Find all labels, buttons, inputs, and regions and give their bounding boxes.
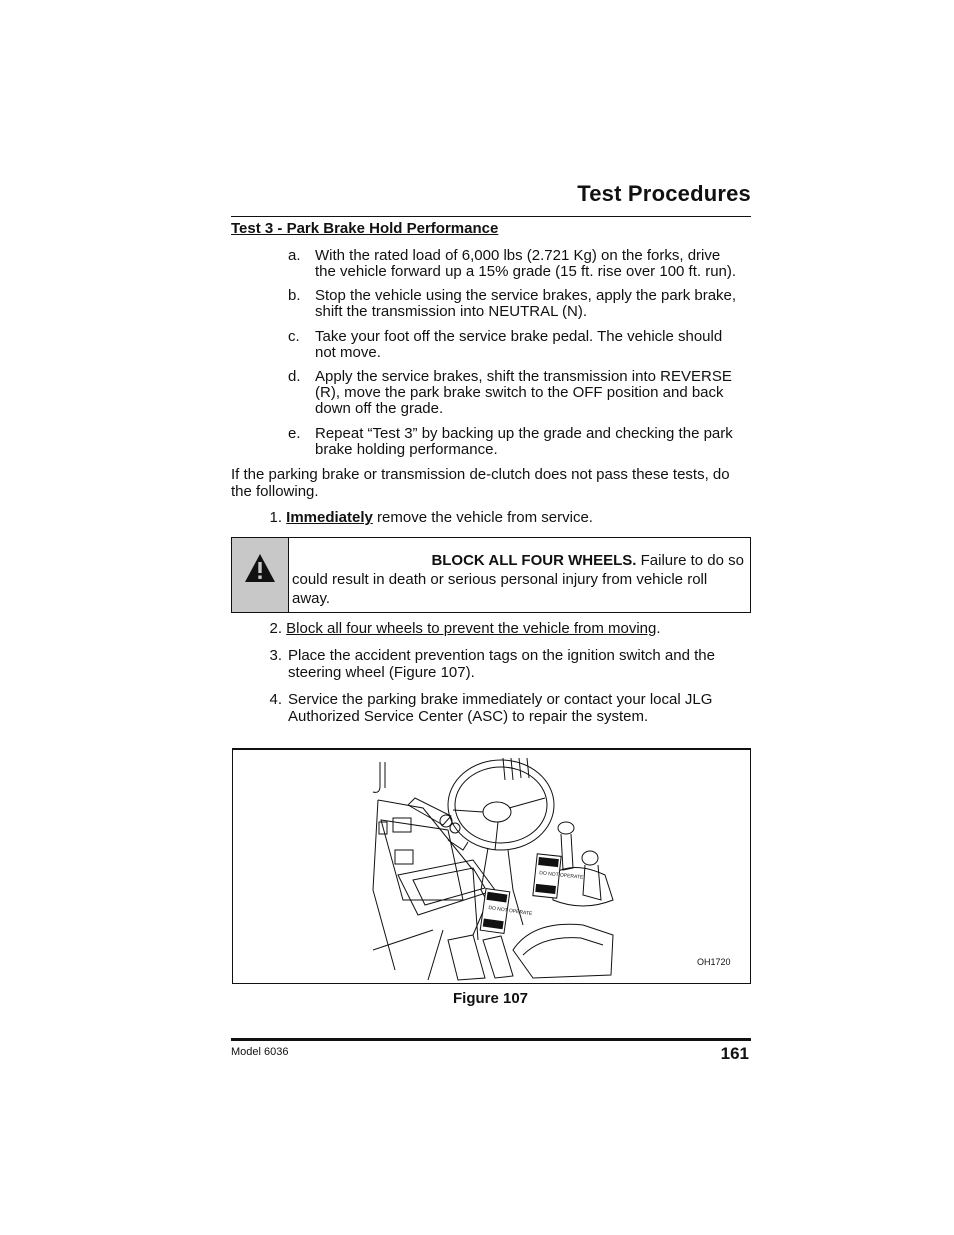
warning-text [292, 551, 744, 608]
warning-line: could result in death or serious personal injury from vehicle roll [292, 571, 708, 588]
warning-box [231, 537, 751, 613]
item-text [288, 647, 742, 681]
step-letter: c. [288, 328, 300, 345]
item-line: steering wheel (Figure 107). [288, 664, 475, 681]
warning-triangle-icon [232, 538, 288, 612]
item-number: 3. [269, 647, 282, 664]
intro-line: the following. [231, 483, 319, 500]
item-text: Block all four wheels to prevent the vehicle from moving [286, 620, 657, 637]
step-line: With the rated load of 6,000 lbs (2.721 Kg) on the forks, drive [315, 247, 721, 264]
item-number: 1. [269, 509, 282, 526]
figure-code: OH1720 [697, 957, 731, 967]
warning-bold: BLOCK ALL FOUR WHEELS. [431, 552, 637, 569]
step-line: Stop the vehicle using the service brakes, apply the park brake, [315, 287, 737, 304]
item-4 [262, 691, 742, 725]
item-1 [262, 510, 732, 526]
item-text: remove the vehicle from service. [372, 509, 593, 526]
steering-tag-icon [533, 854, 584, 898]
step-text [315, 329, 755, 361]
step-line: not move. [315, 344, 381, 361]
cab-illustration [233, 750, 750, 981]
warning-text-line: Failure to do so [636, 552, 744, 569]
item-line: Place the accident prevention tags on the ignition switch and the [288, 647, 715, 664]
figure-caption: Figure 107 [452, 990, 529, 1007]
item-number: 2. [269, 620, 282, 637]
step-line: Repeat “Test 3” by backing up the grade and checking the park [315, 425, 733, 442]
step-letter: a. [288, 247, 301, 264]
footer-rule [231, 1038, 751, 1041]
item-number: 4. [269, 691, 282, 708]
item-emphasis: Immediately [286, 509, 373, 526]
step-line: shift the transmission into NEUTRAL (N). [315, 303, 588, 320]
step-letter: d. [288, 368, 301, 385]
step-line: (R), move the park brake switch to the OFF position and back [315, 384, 724, 401]
step-letter: e. [288, 425, 301, 442]
svg-text:DO NOT OPERATE: DO NOT OPERATE [487, 905, 533, 918]
section-heading: Test 3 - Park Brake Hold Performance [231, 220, 499, 237]
footer-model: Model 6036 [231, 1046, 289, 1058]
step-text [315, 369, 755, 417]
page-title: Test Procedures [577, 181, 751, 206]
step-letter: b. [288, 287, 301, 304]
step-text [315, 426, 755, 458]
intro-paragraph [231, 466, 753, 500]
item-line: Authorized Service Center (ASC) to repair the system. [288, 708, 649, 725]
item-2 [262, 621, 732, 637]
page-number: 161 [720, 1044, 749, 1063]
figure-frame [232, 748, 751, 984]
warning-line: away. [292, 590, 331, 607]
item-tail: . [656, 620, 661, 637]
item-line: Service the parking brake immediately or contact your local JLG [288, 691, 713, 708]
step-line: Take your foot off the service brake pedal. The vehicle should [315, 328, 723, 345]
title-rule [231, 216, 751, 217]
item-3 [262, 647, 742, 681]
step-text [315, 248, 755, 280]
step-line: brake holding performance. [315, 441, 498, 458]
warning-side-panel [232, 538, 289, 612]
step-line: Apply the service brakes, shift the transmission into REVERSE [315, 368, 732, 385]
step-text [315, 288, 755, 320]
warning-line [292, 551, 744, 570]
intro-line: If the parking brake or transmission de-clutch does not pass these tests, do [231, 466, 730, 483]
step-line: down off the grade. [315, 400, 444, 417]
item-text [288, 691, 742, 725]
svg-text:DO NOT OPERATE: DO NOT OPERATE [538, 870, 584, 881]
step-line: the vehicle forward up a 15% grade (15 ft. rise over 100 ft. run). [315, 263, 737, 280]
ignition-tag-icon [480, 889, 533, 934]
